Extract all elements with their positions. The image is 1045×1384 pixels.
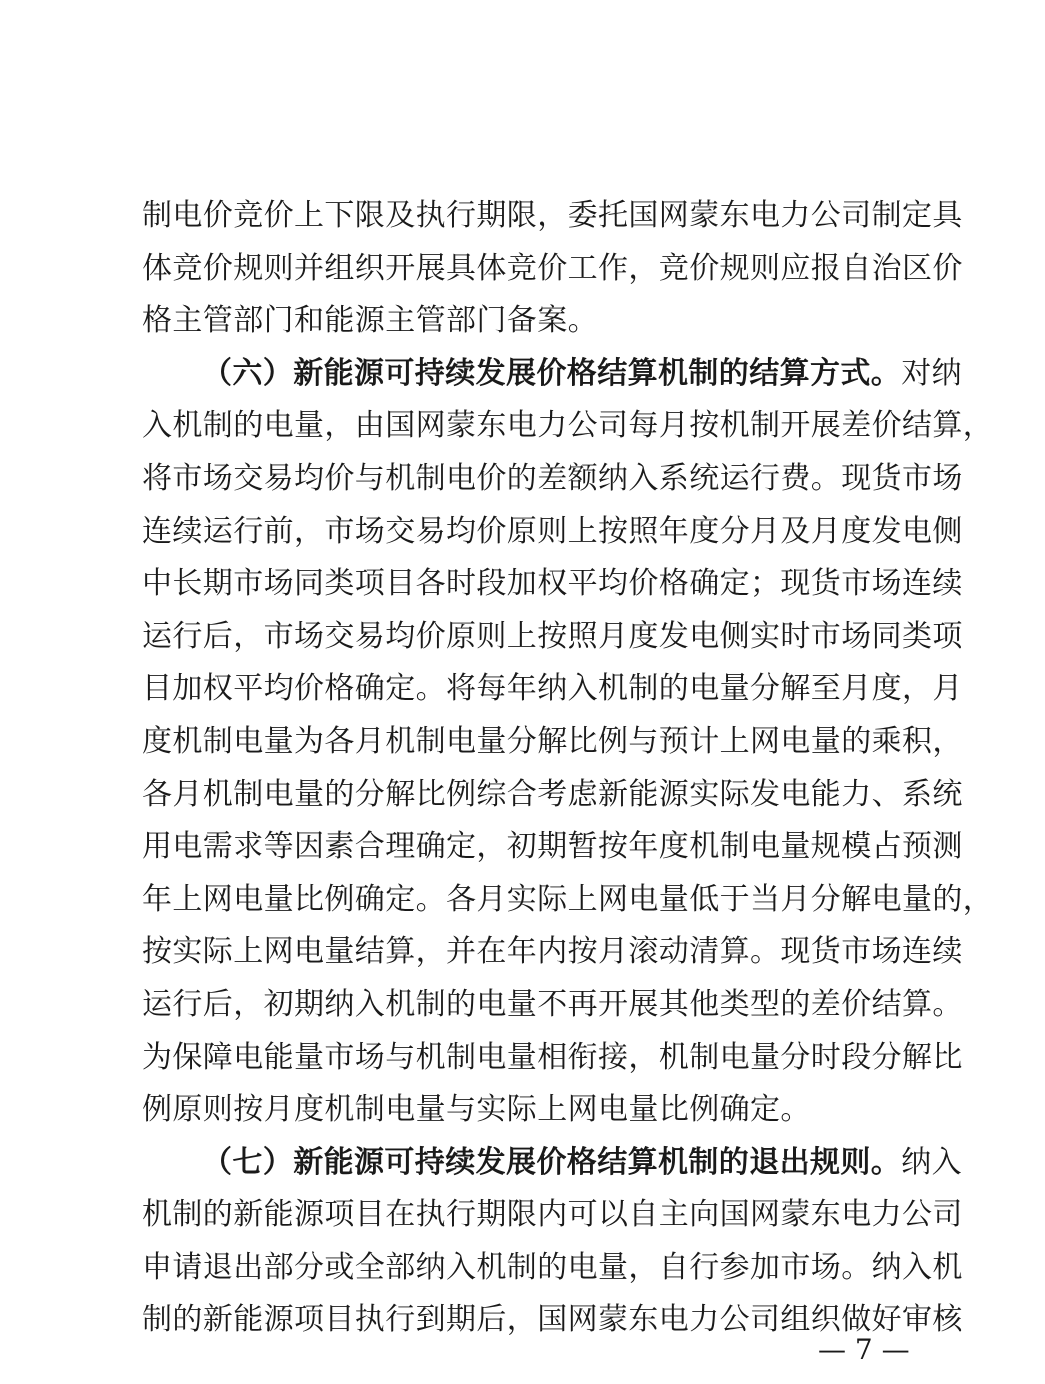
text-line: 为保障电能量市场与机制电量相衔接，机制电量分时段分解比	[142, 1039, 963, 1075]
text-line: 机制的新能源项目在执行期限内可以自主向国网蒙东电力公司	[142, 1197, 963, 1233]
text-line: 体竞价规则并组织开展具体竞价工作，竞价规则应报自治区价	[142, 250, 963, 286]
text-line: 入机制的电量，由国网蒙东电力公司每月按机制开展差价结算，	[142, 408, 994, 444]
text-fragment: 对纳	[901, 355, 963, 391]
text-line: 中长期市场同类项目各时段加权平均价格确定；现货市场连续	[142, 566, 963, 602]
text-line: 格主管部门和能源主管部门备案。	[142, 303, 598, 339]
text-line: 制的新能源项目执行到期后，国网蒙东电力公司组织做好审核	[142, 1302, 963, 1338]
text-line: 按实际上网电量结算，并在年内按月滚动清算。现货市场连续	[142, 934, 963, 970]
text-line: 将市场交易均价与机制电价的差额纳入系统运行费。现货市场	[142, 460, 963, 496]
text-line: 用电需求等因素合理确定，初期暂按年度机制电量规模占预测	[142, 829, 963, 865]
section-heading-line	[142, 348, 963, 401]
text-line: 年上网电量比例确定。各月实际上网电量低于当月分解电量的，	[142, 881, 994, 917]
text-line: 度机制电量为各月机制电量分解比例与预计上网电量的乘积，	[142, 723, 963, 759]
text-fragment: 纳入	[901, 1144, 963, 1180]
text-line: 运行后，市场交易均价原则上按照月度发电侧实时市场同类项	[142, 618, 963, 654]
section-heading-line	[142, 1137, 963, 1190]
text-line: 例原则按月度机制电量与实际上网电量比例确定。	[142, 1092, 811, 1128]
section-heading-7: （七）新能源可持续发展价格结算机制的退出规则。	[202, 1144, 902, 1180]
text-line: 目加权平均价格确定。将每年纳入机制的电量分解至月度，月	[142, 671, 963, 707]
text-line: 各月机制电量的分解比例综合考虑新能源实际发电能力、系统	[142, 776, 963, 812]
body-text	[142, 190, 994, 1347]
text-line: 申请退出部分或全部纳入机制的电量，自行参加市场。纳入机	[142, 1249, 963, 1285]
text-line: 制电价竞价上下限及执行期限，委托国网蒙东电力公司制定具	[142, 198, 963, 233]
page-number: — 7 —	[818, 1333, 910, 1366]
text-line: 运行后，初期纳入机制的电量不再开展其他类型的差价结算。	[142, 986, 963, 1022]
text-line: 连续运行前，市场交易均价原则上按照年度分月及月度发电侧	[142, 513, 963, 549]
section-heading-6: （六）新能源可持续发展价格结算机制的结算方式。	[202, 355, 902, 391]
